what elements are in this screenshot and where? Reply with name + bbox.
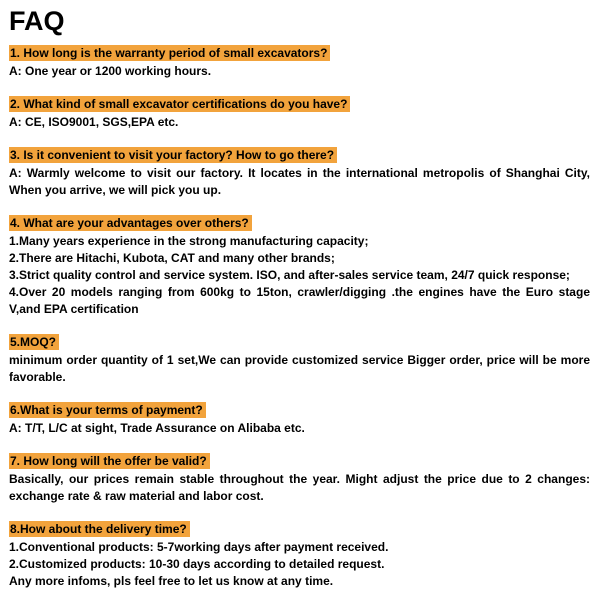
faq-question-line — [9, 95, 590, 113]
faq-answer: 1.Many years experience in the strong manufacturing capacity; — [9, 234, 369, 248]
faq-answer: 4.Over 20 models ranging from 600kg to 15ton, crawler/digging .the engines have the Euro stage V,and EPA certification — [9, 285, 590, 316]
faq-question-line — [9, 520, 590, 538]
faq-question: 1. How long is the warranty period of small excavators? — [9, 45, 330, 61]
faq-item-5 — [9, 333, 590, 386]
faq-answer: A: One year or 1200 working hours. — [9, 64, 212, 78]
faq-question-line — [9, 401, 590, 419]
faq-answer: A: CE, ISO9001, SGS,EPA etc. — [9, 115, 179, 129]
faq-question: 3. Is it convenient to visit your factory? How to go there? — [9, 147, 337, 163]
faq-question-line — [9, 44, 590, 62]
faq-answer: Any more infoms, pls feel free to let us know at any time. — [9, 574, 334, 588]
faq-item-7 — [9, 452, 590, 505]
faq-answer: Basically, our prices remain stable throughout the year. Might adjust the price due to 2 changes: exchange rate & raw material and labor cost. — [9, 472, 590, 503]
faq-question-line — [9, 333, 590, 351]
faq-item-6 — [9, 401, 590, 437]
faq-item-3 — [9, 146, 590, 199]
faq-answer: 1.Conventional products: 5-7working days after payment received. — [9, 540, 389, 554]
faq-question-line — [9, 452, 590, 470]
faq-question: 6.What is your terms of payment? — [9, 402, 206, 418]
faq-answer: 2.Customized products: 10-30 days according to detailed request. — [9, 557, 385, 571]
faq-item-8 — [9, 520, 590, 590]
faq-answer: 2.There are Hitachi, Kubota, CAT and many other brands; — [9, 251, 335, 265]
faq-item-2 — [9, 95, 590, 131]
faq-answer: A: Warmly welcome to visit our factory. It locates in the international metropolis of Shanghai City, When you arrive, we will pick you up. — [9, 166, 590, 197]
faq-question: 7. How long will the offer be valid? — [9, 453, 210, 469]
faq-question: 5.MOQ? — [9, 334, 59, 350]
faq-question-line — [9, 146, 590, 164]
faq-question: 4. What are your advantages over others? — [9, 215, 252, 231]
faq-question: 2. What kind of small excavator certifications do you have? — [9, 96, 350, 112]
faq-question: 8.How about the delivery time? — [9, 521, 190, 537]
faq-answer: A: T/T, L/C at sight, Trade Assurance on Alibaba etc. — [9, 421, 305, 435]
faq-question-line — [9, 214, 590, 232]
faq-item-4 — [9, 214, 590, 318]
page-title: FAQ — [9, 6, 65, 36]
faq-item-1 — [9, 44, 590, 80]
faq-answer: 3.Strict quality control and service system. ISO, and after-sales service team, 24/7 quick response; — [9, 268, 570, 282]
faq-answer: minimum order quantity of 1 set,We can provide customized service Bigger order, price will be more favorable. — [9, 353, 590, 384]
